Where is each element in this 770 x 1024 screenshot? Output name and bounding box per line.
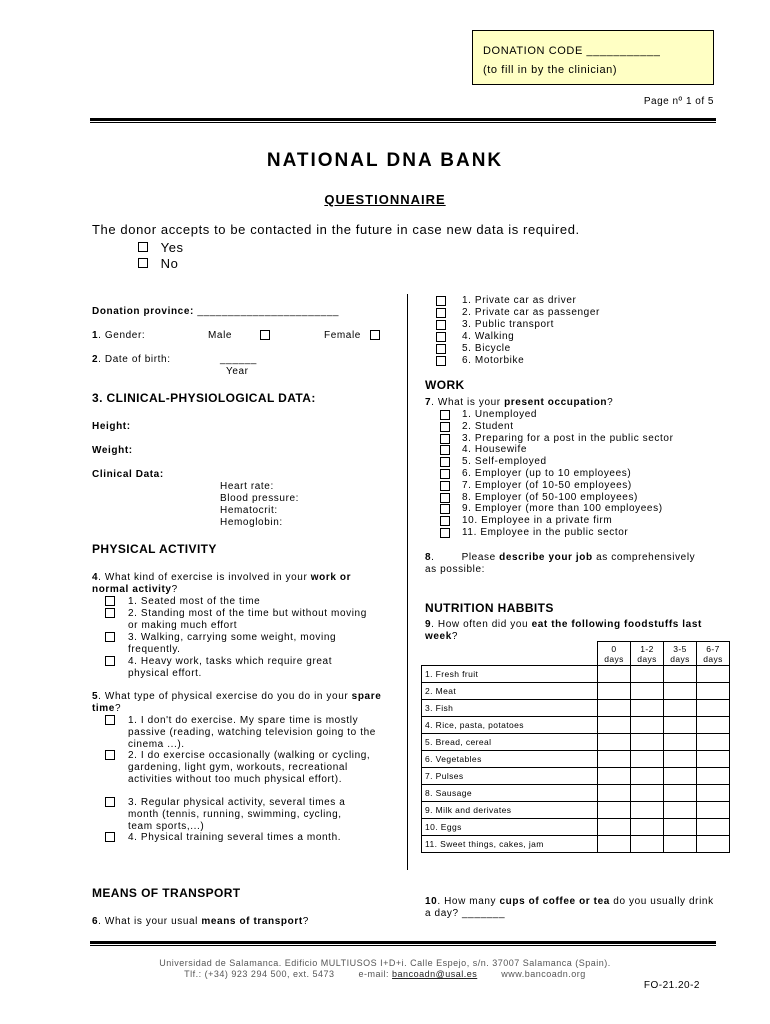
freq-cell[interactable] [631,734,664,751]
blood-pressure-label[interactable]: Blood pressure: [220,493,300,504]
q6-number: 6 [92,916,99,927]
q5-option-2: 2. I do exercise occasionally (walking or cycling, gardening, light gym, workouts, recreational activities without too much physical effort). [128,750,371,785]
freq-cell[interactable] [664,819,697,836]
transport-option-4-checkbox[interactable] [436,332,446,342]
freq-cell[interactable] [664,700,697,717]
occupation-option-2-checkbox[interactable] [440,422,450,432]
freq-cell[interactable] [598,819,631,836]
freq-cell[interactable] [598,666,631,683]
gender-question [92,330,145,342]
freq-header-0-bottom: days [604,653,624,664]
occupation-option-6-checkbox[interactable] [440,469,450,479]
table-row [422,751,730,768]
q9-number: 9 [425,619,432,630]
q9-question [425,619,715,643]
clinical-heading: 3. CLINICAL-PHYSIOLOGICAL DATA: [92,391,316,405]
column-divider [407,294,408,870]
work-heading: WORK [425,378,465,392]
q6-question [92,916,309,928]
freq-cell[interactable] [631,836,664,853]
footer-email-label: e-mail: [358,969,390,979]
freq-cell[interactable] [697,734,730,751]
freq-cell[interactable] [664,802,697,819]
q4-option-2: 2. Standing most of the time but without moving or making much effort [128,608,367,631]
footer-phone: Tlf.: (+34) 923 294 500, ext. 5473 [184,969,335,979]
q1-number: 1 [92,330,99,341]
table-row [422,717,730,734]
q4-option-1: 1. Seated most of the time [128,596,261,607]
food-table-header [422,642,730,666]
freq-cell[interactable] [631,751,664,768]
q4-option-3-checkbox[interactable] [105,632,115,642]
transport-option-6-checkbox[interactable] [436,356,446,366]
occupation-option-6: 6. Employer (up to 10 employees) [462,467,632,479]
hematocrit-label[interactable]: Hematocrit: [220,505,278,516]
q4-qmark: ? [171,584,178,595]
transport-option-3: 3. Public transport [462,319,554,330]
consent-yes-label: Yes [160,240,184,255]
q4-number: 4 [92,572,99,583]
table-row [422,785,730,802]
freq-cell[interactable] [598,717,631,734]
nutrition-heading: NUTRITION HABBITS [425,601,554,615]
table-row [422,700,730,717]
freq-cell[interactable] [631,683,664,700]
birth-year-input[interactable]: ______ [220,354,257,365]
freq-cell[interactable] [697,700,730,717]
q8-text-end: as comprehensively as possible: [425,552,699,575]
consent-no-label: No [160,256,179,271]
q5-text: . What type of physical exercise do you do in your [98,691,352,702]
q10-emphasis: cups of coffee or tea [499,896,610,907]
freq-cell[interactable] [697,683,730,700]
q5-qmark: ? [114,703,122,714]
q4-emphasis: work or normal activity [92,572,352,595]
food-label: 7. Pulses [422,768,598,785]
q5-option-1: 1. I don't do exercise. My spare time is mostly passive (reading, watching television going to the cinema ...). [128,715,376,750]
q8-question [425,552,710,576]
freq-cell[interactable] [631,768,664,785]
occupation-option-8-checkbox[interactable] [440,493,450,503]
q9-qmark: ? [451,631,459,642]
page-title: NATIONAL DNA BANK [266,150,504,171]
q8-number: 8 [425,552,432,563]
freq-cell[interactable] [631,700,664,717]
food-label: 8. Sausage [422,785,598,802]
table-row [422,802,730,819]
donation-province-line[interactable]: _______________________ [197,306,340,317]
freq-header-2-top: 3-5 [673,643,687,654]
table-row [422,819,730,836]
occupation-option-11-checkbox[interactable] [440,528,450,538]
occupation-option-8: 8. Employer (of 50-100 employees) [462,491,638,503]
q6-emphasis: means of transport [201,916,303,927]
q1-label: . Gender: [98,330,146,341]
footer-contact [0,969,770,979]
occupation-option-9: 9. Employer (more than 100 employees) [462,503,663,515]
donation-province-label: Donation province: [92,306,194,317]
food-label: 10. Eggs [422,819,598,836]
occupation-option-10: 10. Employee in a private firm [462,515,613,527]
q9-text: . How often did you [431,619,532,630]
freq-cell[interactable] [664,785,697,802]
q10-text-end: do you usually drink a day? _______ [425,896,714,919]
occupation-option-1: 1. Unemployed [462,409,538,420]
occupation-option-4-checkbox[interactable] [440,445,450,455]
transport-option-5-checkbox[interactable] [436,344,446,354]
freq-cell[interactable] [697,666,730,683]
q5-option-2-checkbox[interactable] [105,750,115,760]
freq-header-1-bottom: days [637,653,657,664]
occupation-option-7-checkbox[interactable] [440,481,450,491]
q8-emphasis: describe your job [499,552,593,563]
transport-option-4: 4. Walking [462,331,515,342]
donation-code-hint: (to fill in by the clinician) [483,64,618,76]
food-label: 9. Milk and derivates [422,802,598,819]
freq-cell[interactable] [631,802,664,819]
q5-number: 5 [92,691,99,702]
footer-address: Universidad de Salamanca. Edificio MULTIUSOS I+D+i. Calle Espejo, s/n. 37007 Salamanca (Spain). [159,958,611,968]
donation-province[interactable] [92,306,339,318]
gender-male-checkbox[interactable] [260,330,270,340]
freq-cell[interactable] [697,768,730,785]
consent-no-checkbox[interactable] [138,258,148,268]
food-label: 6. Vegetables [422,751,598,768]
footer-email-link[interactable]: bancoadn@usal.es [392,969,478,979]
q6-qmark: ? [302,916,309,927]
table-row [422,683,730,700]
food-label: 1. Fresh fruit [422,666,598,683]
freq-header-0-top: 0 [611,643,617,654]
birth-year-label: Year [226,366,249,377]
freq-cell[interactable] [697,717,730,734]
consent-question: The donor accepts to be contacted in the future in case new data is required. [92,222,580,237]
freq-cell[interactable] [697,751,730,768]
occupation-option-9-checkbox[interactable] [440,504,450,514]
q5-emphasis: spare time [92,691,382,714]
occupation-option-3-checkbox[interactable] [440,434,450,444]
q5-option-4: 4. Physical training several times a month. [128,832,342,843]
freq-header-3 [697,642,730,666]
food-label: 4. Rice, pasta, potatoes [422,717,598,734]
q2-number: 2 [92,354,99,365]
occupation-option-3: 3. Preparing for a post in the public sector [462,432,674,444]
q4-question [92,572,382,596]
freq-cell[interactable] [598,802,631,819]
occupation-option-1-checkbox[interactable] [440,410,450,420]
physical-activity-heading: PHYSICAL ACTIVITY [92,542,217,556]
q7-text: . What is your [431,397,505,408]
freq-cell[interactable] [664,836,697,853]
food-frequency-table [421,641,730,853]
consent-no[interactable] [138,256,178,271]
hemoglobin-label[interactable]: Hemoglobin: [220,517,283,528]
freq-cell[interactable] [697,785,730,802]
occupation-option-7: 7. Employer (of 10-50 employees) [462,479,632,491]
transport-option-1: 1. Private car as driver [462,295,577,306]
freq-header-3-bottom: days [703,653,723,664]
clinical-items [220,481,299,529]
q5-option-3: 3. Regular physical activity, several times a month (tennis, running, swimming, cycling, team sports,...) [128,797,346,832]
freq-cell[interactable] [664,734,697,751]
page-subtitle: QUESTIONNAIRE [324,192,446,207]
transport-option-5: 5. Bicycle [462,343,511,354]
consent-yes[interactable] [138,240,184,255]
heart-rate-label[interactable]: Heart rate: [220,481,274,492]
gender-male-label: Male [208,330,233,341]
q7-number: 7 [425,397,432,408]
q5-question [92,691,382,715]
food-label: 5. Bread, cereal [422,734,598,751]
consent-yes-checkbox[interactable] [138,242,148,252]
table-row [422,768,730,785]
transport-option-2-checkbox[interactable] [436,308,446,318]
header-rule [90,118,716,123]
gender-female-checkbox[interactable] [370,330,380,340]
freq-header-1-top: 1-2 [640,643,654,654]
freq-header-2-bottom: days [670,653,690,664]
page-number: Page nº 1 of 5 [643,96,714,107]
birth-question [92,354,171,366]
freq-cell[interactable] [697,836,730,853]
transport-option-3-checkbox[interactable] [436,320,446,330]
transport-option-2: 2. Private car as passenger [462,307,600,318]
freq-header-2 [664,642,697,666]
freq-cell[interactable] [598,751,631,768]
q9-emphasis: eat the following foodstuffs last week [425,619,702,642]
occupation-option-10-checkbox[interactable] [440,516,450,526]
freq-header-3-top: 6-7 [706,643,720,654]
clinical-data-label: Clinical Data: [92,469,164,480]
freq-cell[interactable] [631,666,664,683]
q4-option-4-checkbox[interactable] [105,656,115,666]
freq-cell[interactable] [598,683,631,700]
freq-cell[interactable] [598,700,631,717]
q4-text: . What kind of exercise is involved in your [98,572,311,583]
food-label: 2. Meat [422,683,598,700]
gender-female-label: Female [324,330,361,341]
food-table-corner [422,642,598,666]
occupation-option-4: 4. Housewife [462,444,528,456]
freq-cell[interactable] [664,683,697,700]
q4-option-3: 3. Walking, carrying some weight, moving frequently. [128,632,337,655]
freq-cell[interactable] [664,751,697,768]
q6-text: . What is your usual [98,916,202,927]
q5-option-1-checkbox[interactable] [105,715,115,725]
q10-question[interactable] [425,896,715,920]
freq-cell[interactable] [664,717,697,734]
freq-cell[interactable] [664,768,697,785]
form-code: FO-21.20-2 [643,980,700,991]
freq-cell[interactable] [598,836,631,853]
freq-cell[interactable] [697,802,730,819]
occupation-option-2: 2. Student [462,420,514,432]
q4-option-2-checkbox[interactable] [105,608,115,618]
transport-heading: MEANS OF TRANSPORT [92,886,241,900]
q10-text: . How many [437,896,500,907]
q5-option-4-checkbox[interactable] [105,832,115,842]
freq-cell[interactable] [631,819,664,836]
occupation-option-11: 11. Employee in the public sector [462,526,629,538]
food-label: 11. Sweet things, cakes, jam [422,836,598,853]
height-label[interactable]: Height: [92,421,131,432]
q7-emphasis: present occupation [504,397,608,408]
transport-option-6: 6. Motorbike [462,355,525,366]
freq-cell[interactable] [598,785,631,802]
q5-option-3-checkbox[interactable] [105,797,115,807]
q7-qmark: ? [607,397,614,408]
table-row [422,666,730,683]
freq-cell[interactable] [664,666,697,683]
footer-web[interactable]: www.bancoadn.org [501,969,586,979]
occupation-option-5: 5. Self-employed [462,456,547,468]
table-row [422,836,730,853]
q7-question [425,397,613,409]
freq-header-0 [598,642,631,666]
freq-header-1 [631,642,664,666]
weight-label[interactable]: Weight: [92,445,133,456]
q4-option-4: 4. Heavy work, tasks which require great physical effort. [128,656,333,679]
table-row [422,734,730,751]
q2-label: . Date of birth: [98,354,171,365]
transport-option-1-checkbox[interactable] [436,296,446,306]
freq-cell[interactable] [598,734,631,751]
donation-code-box [472,30,714,85]
freq-cell[interactable] [598,768,631,785]
food-label: 3. Fish [422,700,598,717]
q8-text: . Please [431,552,500,563]
donation-code-label: DONATION CODE ___________ [483,45,661,57]
q10-number: 10 [425,896,438,907]
footer-rule [90,941,716,946]
freq-cell[interactable] [631,717,664,734]
q4-option-1-checkbox[interactable] [105,596,115,606]
freq-cell[interactable] [697,819,730,836]
occupation-option-5-checkbox[interactable] [440,457,450,467]
freq-cell[interactable] [631,785,664,802]
